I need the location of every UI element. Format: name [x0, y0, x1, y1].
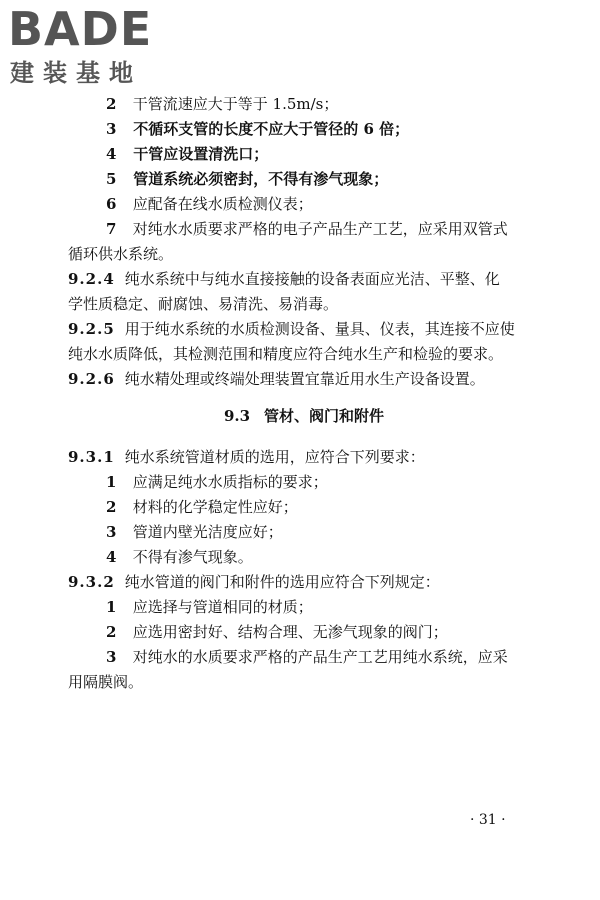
section-heading — [68, 404, 540, 429]
item-number: 3 — [106, 120, 117, 138]
list-item — [68, 620, 540, 645]
item-text: 应配备在线水质检测仪表； — [132, 195, 313, 213]
item-text: 管道内壁光洁度应好； — [132, 523, 283, 541]
item-text: 应选择与管道相同的材质； — [132, 598, 313, 616]
list-item — [68, 117, 540, 142]
item-number: 4 — [106, 548, 117, 566]
list-item — [68, 595, 540, 620]
page-number: · 31 · — [470, 812, 506, 828]
list-item — [68, 167, 540, 192]
item-number: 1 — [106, 473, 117, 491]
list-item — [68, 470, 540, 495]
list-item — [68, 645, 540, 670]
clause-9-3-1 — [68, 445, 540, 470]
item-continuation: 循环供水系统。 — [68, 245, 174, 263]
clause-text: 纯水系统管道材质的选用，应符合下列要求： — [124, 448, 425, 466]
item-number: 6 — [106, 195, 117, 213]
section-title: 管材、阀门和附件 — [264, 407, 385, 425]
item-text: 不得有渗气现象。 — [132, 548, 253, 566]
item-text: 不循环支管的长度不应大于管径的 6 倍； — [133, 120, 410, 138]
clause-number: 9.3.1 — [68, 448, 115, 466]
clause-text: 纯水精处理或终端处理装置宜靠近用水生产设备设置。 — [124, 370, 485, 388]
logo-chinese-text: 建装基地 — [10, 59, 142, 87]
item-text: 对纯水水质要求严格的电子产品生产工艺，应采用双管式 — [132, 220, 508, 238]
item-number: 7 — [106, 220, 117, 238]
item-text: 应满足纯水水质指标的要求； — [132, 473, 328, 491]
item-number: 2 — [106, 623, 117, 641]
item-text: 对纯水的水质要求严格的产品生产工艺用纯水系统，应采 — [132, 648, 508, 666]
logo-wordmark: BADE — [8, 2, 153, 56]
item-text: 材料的化学稳定性应好； — [132, 498, 298, 516]
item-number: 2 — [106, 95, 117, 113]
item-text: 管道系统必须密封，不得有渗气现象； — [133, 170, 389, 188]
clause-continuation: 纯水水质降低，其检测范围和精度应符合纯水生产和检验的要求。 — [68, 345, 504, 363]
list-item — [68, 217, 540, 242]
item-number: 3 — [106, 648, 117, 666]
list-item — [68, 545, 540, 570]
item-number: 3 — [106, 523, 117, 541]
clause-text: 纯水管道的阀门和附件的选用应符合下列规定： — [124, 573, 440, 591]
clause-9-3-2 — [68, 570, 540, 595]
clause-9-2-6 — [68, 367, 540, 392]
list-item — [68, 520, 540, 545]
list-item — [68, 192, 540, 217]
clause-number: 9.2.4 — [68, 270, 115, 288]
clause-text: 用于纯水系统的水质检测设备、量具、仪表，其连接不应使 — [124, 320, 515, 338]
section-number: 9.3 — [223, 407, 251, 425]
item-text: 干管流速应大于等于 1.5m/s； — [132, 95, 339, 113]
item-number: 1 — [106, 598, 117, 616]
clause-text: 纯水系统中与纯水直接接触的设备表面应光洁、平整、化 — [124, 270, 500, 288]
clause-9-2-5 — [68, 317, 540, 342]
clause-9-2-4 — [68, 267, 540, 292]
bade-logo — [8, 4, 178, 90]
item-number: 4 — [106, 145, 117, 163]
item-number: 5 — [106, 170, 117, 188]
list-item — [68, 92, 540, 117]
clause-number: 9.3.2 — [68, 573, 115, 591]
clause-number: 9.2.6 — [68, 370, 115, 388]
list-item — [68, 495, 540, 520]
clause-number: 9.2.5 — [68, 320, 115, 338]
page-body — [68, 92, 540, 695]
item-text: 干管应设置清洗口； — [133, 145, 269, 163]
list-item — [68, 142, 540, 167]
item-number: 2 — [106, 498, 117, 516]
item-text: 应选用密封好、结构合理、无渗气现象的阀门； — [132, 623, 448, 641]
item-continuation: 用隔膜阀。 — [68, 673, 144, 691]
clause-continuation: 学性质稳定、耐腐蚀、易清洗、易消毒。 — [68, 295, 339, 313]
